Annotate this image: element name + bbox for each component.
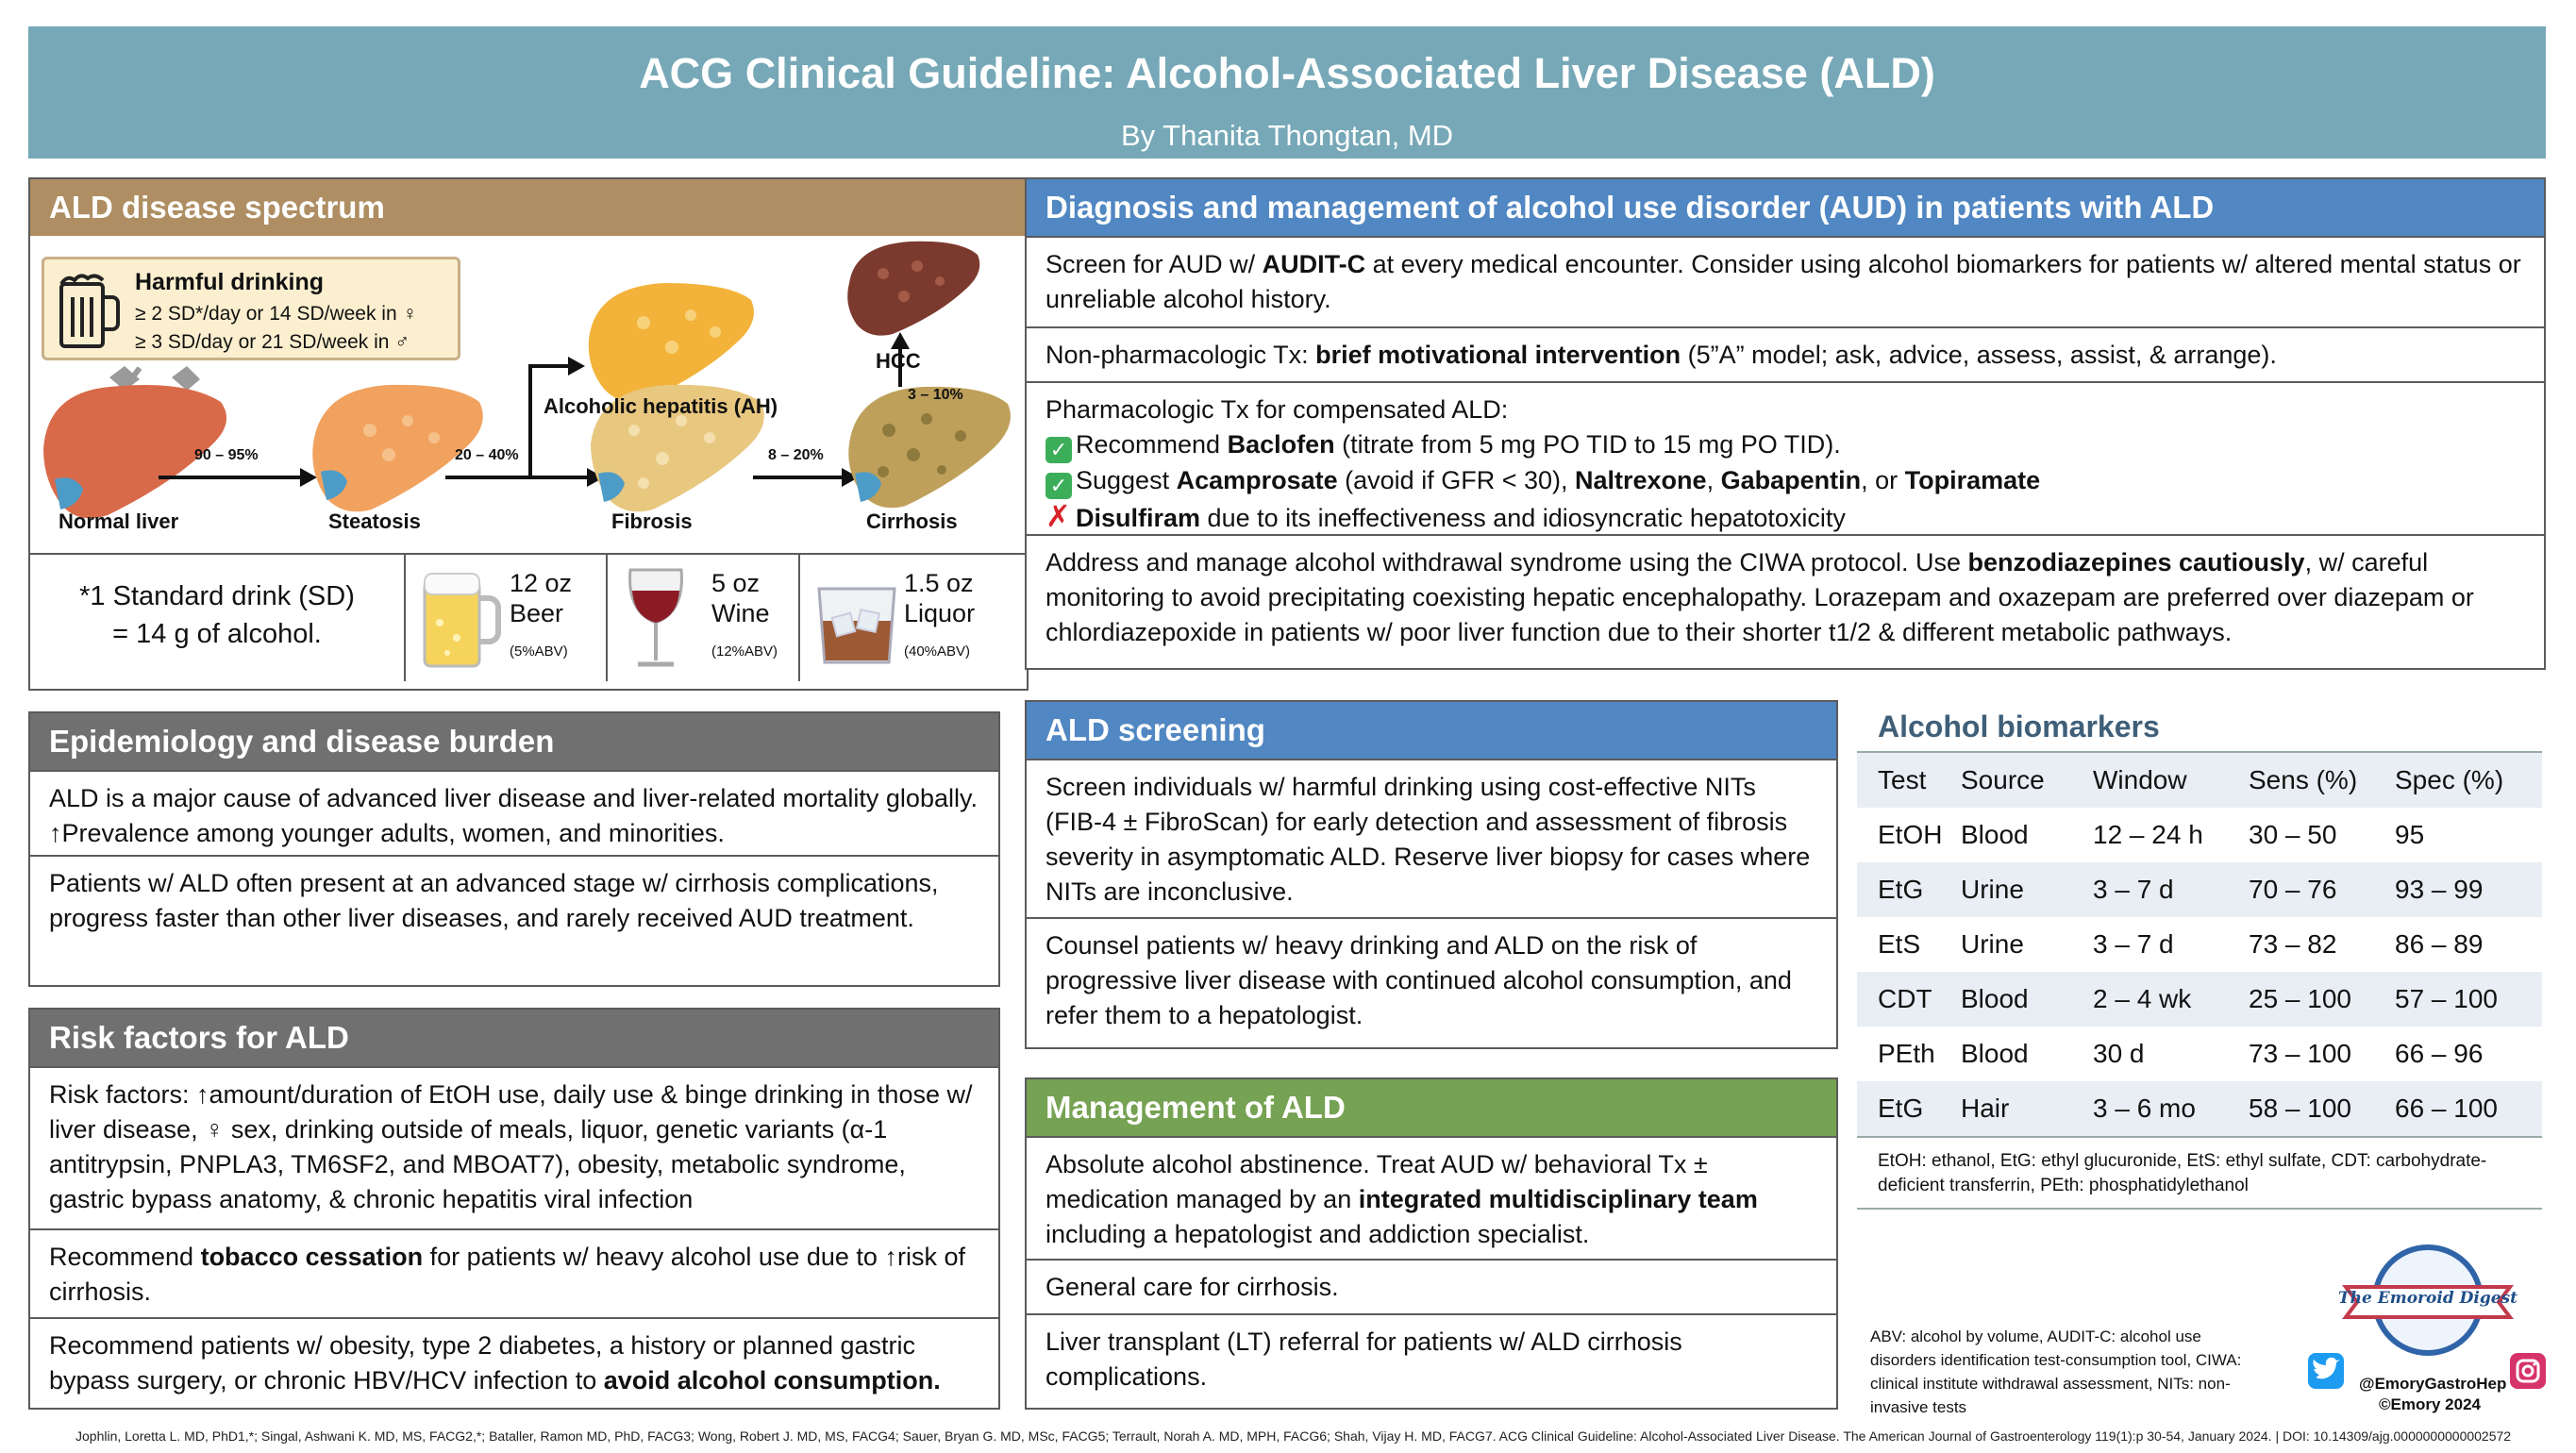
cell-spec: 86 – 89: [2395, 929, 2484, 959]
aud-p3-l2-text-2: (avoid if GFR < 30),: [1337, 466, 1575, 494]
col-source: Source: [1961, 765, 2045, 794]
check-icon: ✓: [1045, 473, 1072, 499]
liquor-abv: (40%ABV): [904, 643, 971, 660]
management-p3: Liver transplant (LT) referral for patients w/ ALD cirrhosis complications.: [1027, 1313, 1836, 1404]
label-alcoholic-hepatitis: Alcoholic hepatitis (AH): [544, 394, 778, 418]
social-handle-block: [2359, 1374, 2507, 1415]
copyright: ©Emory 2024: [2379, 1395, 2481, 1413]
pct-fibrosis-to-cirrhosis: 8 – 20%: [768, 447, 824, 463]
risk-p2: [30, 1228, 998, 1317]
aud-p3-l1-bold: Baclofen: [1227, 430, 1335, 459]
standard-drink-definition: [30, 555, 404, 681]
harmful-female: ≥ 2 SD*/day or 14 SD/week in ♀: [135, 303, 418, 325]
wine-glass-icon: [621, 566, 696, 672]
aud-p3-line1: [1045, 427, 2525, 463]
aud-p2-text-2: (5”A” model; ask, advice, assess, assist, & arrange).: [1681, 341, 2277, 369]
aud-p3-l3-text: due to its ineffectiveness and idiosyncratic hepatotoxicity: [1200, 504, 1846, 532]
beer-glass-icon: [419, 566, 504, 672]
twitter-handle[interactable]: @EmoryGastroHep: [2359, 1375, 2507, 1393]
abbreviations-note: ABV: alcohol by volume, AUDIT-C: alcohol use disorders identification test-consumption tool, CIWA: clinical institute withdrawal assessment, NITs: non-invasive tests: [1870, 1328, 2242, 1416]
instagram-camera-icon: [2510, 1353, 2546, 1389]
cell-spec: 66 – 100: [2395, 1094, 2498, 1123]
label-steatosis: Steatosis: [328, 509, 421, 533]
check-icon: ✓: [1045, 437, 1072, 463]
cell-source: Urine: [1961, 929, 2024, 959]
sd-line-2: = 14 g of alcohol.: [112, 619, 322, 649]
aud-p3-l2-bold-3: Gabapentin: [1720, 466, 1862, 494]
biomarkers-section: [1857, 700, 2542, 1210]
aud-heading: Diagnosis and management of alcohol use disorder (AUD) in patients with ALD: [1027, 179, 2544, 236]
pct-cirrhosis-to-hcc: 3 – 10%: [908, 387, 963, 403]
management-section: [1025, 1077, 1838, 1410]
citation-footer: Jophlin, Loretta L. MD, PhD1,*; Singal, Ashwani K. MD, MS, FACG2,*; Bataller, Ramon MD, PhD, FACG3; Wong, Robert J. MD, MS, FACG4; Sauer, Bryan G. MD, MSc, FACG5; Terrault, Norah A. MD, MPH, FACG6; Shah, Vijay H. MD, FACG7. ACG Clinical Guideline: Alcohol-Associated Liver Disease. The American Journal of Gastroenterology 119(1):p 30-54, January 2024. | DOI: 10.14309/ajg.0000000000002572: [75, 1428, 2512, 1444]
liquor-amount: [904, 568, 975, 628]
biomarkers-divider: [1857, 1208, 2542, 1210]
risk-factors-section: [28, 1008, 1000, 1410]
cell-test: EtG: [1878, 875, 1924, 904]
aud-p2: [1027, 326, 2544, 381]
drink-beer: [404, 555, 606, 681]
aud-p3-l3-bold: Disulfiram: [1076, 504, 1201, 532]
standard-drink-row: [30, 553, 1027, 681]
cell-sens: 73 – 82: [2249, 929, 2337, 959]
col-spec: Spec (%): [2395, 765, 2504, 794]
wine-amount: [711, 568, 770, 628]
cell-source: Hair: [1961, 1094, 2010, 1123]
table-row: [1857, 917, 2542, 972]
cell-window: 3 – 7 d: [2093, 875, 2174, 904]
aud-p2-text: Non-pharmacologic Tx:: [1045, 341, 1316, 369]
cell-sens: 30 – 50: [2249, 820, 2337, 849]
cell-sens: 70 – 76: [2249, 875, 2337, 904]
risk-p3-bold: avoid alcohol consumption.: [603, 1366, 941, 1395]
aud-p4-text: Address and manage alcohol withdrawal syndrome using the CIWA protocol. Use: [1045, 548, 1968, 576]
cell-spec: 93 – 99: [2395, 875, 2484, 904]
aud-p3-l1-text: Recommend: [1076, 430, 1228, 459]
management-p1-text: Absolute alcohol abstinence. Treat AUD w/ behavioral Tx ± medication managed by an: [1045, 1150, 1708, 1213]
aud-p4: [1027, 534, 2544, 660]
aud-p3-l2-text-3: ,: [1706, 466, 1721, 494]
risk-heading: Risk factors for ALD: [30, 1010, 998, 1066]
biomarkers-header-row: [1857, 753, 2542, 808]
biomarkers-heading: Alcohol biomarkers: [1857, 700, 2542, 753]
cell-window: 3 – 6 mo: [2093, 1094, 2196, 1123]
label-normal-liver: Normal liver: [59, 509, 179, 533]
page-title: ACG Clinical Guideline: Alcohol-Associated Liver Disease (ALD): [639, 49, 1935, 97]
screening-heading: ALD screening: [1027, 702, 1836, 759]
beer-amount: [510, 568, 572, 628]
epidemiology-p1: ALD is a major cause of advanced liver disease and liver-related mortality globally. ↑Prevalence among younger adults, women, and minorities.: [30, 770, 998, 855]
col-sens: Sens (%): [2249, 765, 2358, 794]
liquor-oz: 1.5 oz: [904, 569, 974, 597]
cell-source: Blood: [1961, 820, 2029, 849]
screening-section: [1025, 700, 1838, 1049]
aud-p4-text-2: , w/ careful monitoring to avoid precipitating coexisting hepatic encephalopathy. Lorazepam and oxazepam are preferred over diazepam or chlordiazepoxide in patients w/ poor liver function due to their shorter t1/2 & different metabolic pathways.: [1045, 548, 2474, 646]
cell-spec: 57 – 100: [2395, 984, 2498, 1013]
aud-p2-bold: brief motivational intervention: [1315, 341, 1681, 369]
epidemiology-section: [28, 711, 1000, 987]
table-row: [1857, 862, 2542, 917]
drink-liquor: [798, 555, 1027, 681]
aud-p3-l2-text: Suggest: [1076, 466, 1177, 494]
label-fibrosis: Fibrosis: [611, 509, 693, 533]
label-cirrhosis: Cirrhosis: [866, 509, 958, 533]
pct-normal-to-steatosis: 90 – 95%: [194, 447, 259, 463]
drink-wine: [606, 555, 798, 681]
cell-spec: 66 – 96: [2395, 1039, 2484, 1068]
liver-progression-graphic: [30, 236, 1027, 553]
harmful-title: Harmful drinking: [135, 269, 325, 295]
risk-p2-text-2: for patients w/ heavy alcohol use due to ↑risk of cirrhosis.: [49, 1243, 965, 1306]
aud-p3-l1-text-2: (titrate from 5 mg PO TID to 15 mg PO TID).: [1334, 430, 1841, 459]
logo-text: The Emoroid Digest: [2338, 1289, 2517, 1308]
col-window: Window: [2093, 765, 2187, 794]
cell-test: EtS: [1878, 929, 1921, 959]
table-row: [1857, 1027, 2542, 1081]
liquor-label: Liquor: [904, 599, 976, 627]
aud-p3-line2: [1045, 463, 2525, 499]
screening-p2: Counsel patients w/ heavy drinking and ALD on the risk of progressive liver disease with continued alcohol consumption, and refer them to a hepatologist.: [1027, 917, 1836, 1043]
wine-abv: (12%ABV): [711, 643, 778, 660]
author-line: By Thanita Thongtan, MD: [1120, 119, 1454, 152]
cell-test: PEth: [1878, 1039, 1935, 1068]
spectrum-heading: ALD disease spectrum: [30, 179, 1027, 236]
aud-p3-line3: [1045, 499, 2525, 536]
cell-window: 3 – 7 d: [2093, 929, 2174, 959]
cell-sens: 58 – 100: [2249, 1094, 2351, 1123]
aud-p3: [1027, 381, 2544, 534]
table-row: [1857, 972, 2542, 1027]
aud-p3-l2-text-4: , or: [1861, 466, 1905, 494]
management-p1-bold: integrated multidisciplinary team: [1358, 1185, 1758, 1213]
risk-p2-text: Recommend: [49, 1243, 201, 1271]
sd-line-1: *1 Standard drink (SD): [79, 581, 355, 611]
cell-test: EtG: [1878, 1094, 1924, 1123]
cell-source: Blood: [1961, 984, 2029, 1013]
risk-p2-bold: tobacco cessation: [200, 1243, 424, 1271]
aud-p3-l2-bold-4: Topiramate: [1904, 466, 2041, 494]
aud-p1-text-2: at every medical encounter. Consider using alcohol biomarkers for patients w/ altered mental status or unreliable alcohol history.: [1045, 250, 2521, 313]
cross-icon: ✗: [1045, 499, 1071, 533]
biomarkers-note: EtOH: ethanol, EtG: ethyl glucuronide, EtS: ethyl sulfate, CDT: carbohydrate-deficient transferrin, PEth: phosphatidylethanol: [1857, 1136, 2542, 1198]
label-hcc: HCC: [876, 349, 921, 373]
twitter-bird-icon: [2308, 1353, 2344, 1389]
management-p1-text-2: including a hepatologist and addiction specialist.: [1045, 1220, 1590, 1248]
cell-window: 2 – 4 wk: [2093, 984, 2192, 1013]
cell-window: 30 d: [2093, 1039, 2145, 1068]
twitter-icon[interactable]: [2308, 1353, 2344, 1389]
aud-section: [1025, 177, 2546, 670]
wine-oz: 5 oz: [711, 569, 761, 597]
pct-steatosis-to-fibrosis: 20 – 40%: [455, 447, 519, 463]
cell-source: Blood: [1961, 1039, 2029, 1068]
epidemiology-heading: Epidemiology and disease burden: [30, 713, 998, 770]
management-p1: [1027, 1136, 1836, 1259]
aud-p3-title: Pharmacologic Tx for compensated ALD:: [1045, 395, 1509, 424]
aud-p1-bold: AUDIT-C: [1262, 250, 1366, 278]
cell-window: 12 – 24 h: [2093, 820, 2203, 849]
cell-sens: 25 – 100: [2249, 984, 2351, 1013]
cell-source: Urine: [1961, 875, 2024, 904]
wine-label: Wine: [711, 599, 770, 627]
management-heading: Management of ALD: [1027, 1079, 1836, 1136]
aud-p3-l2-bold-1: Acamprosate: [1176, 466, 1338, 494]
spectrum-section: [28, 177, 1029, 691]
aud-p1: [1027, 236, 2544, 326]
table-row: [1857, 808, 2542, 862]
table-row: [1857, 1081, 2542, 1136]
emoroid-digest-logo: [2338, 1244, 2517, 1357]
liquor-glass-icon: [813, 583, 902, 668]
aud-p4-bold: benzodiazepines cautiously: [1967, 548, 2305, 576]
cell-test: EtOH: [1878, 820, 1943, 849]
risk-p3-text: Recommend patients w/ obesity, type 2 diabetes, a history or planned gastric bypass surgery, or chronic HBV/HCV infection to: [49, 1331, 915, 1395]
cell-spec: 95: [2395, 820, 2425, 849]
col-test: Test: [1878, 765, 1927, 794]
hcc-liver-icon: [847, 242, 979, 336]
aud-p1-text: Screen for AUD w/: [1045, 250, 1263, 278]
beer-abv: (5%ABV): [510, 643, 568, 660]
risk-p3: [30, 1317, 998, 1408]
spectrum-diagram: [30, 236, 1027, 553]
screening-p1: Screen individuals w/ harmful drinking using cost-effective NITs (FIB-4 ± FibroScan) for early detection and assessment of fibrosis severity in asymptomatic ALD. Reserve liver biopsy for cases where NITs are inconclusive.: [1027, 759, 1836, 917]
beer-label: Beer: [510, 599, 564, 627]
risk-p1: Risk factors: ↑amount/duration of EtOH use, daily use & binge drinking in those w/ liver disease, ♀ sex, drinking outside of meals, liquor, genetic variants (α-1 antitrypsin, PNPLA3, TM6SF2, and MBOAT7), obesity, metabolic syndrome, gastric bypass anatomy, & chronic hepatitis viral infection: [30, 1066, 998, 1228]
cell-test: CDT: [1878, 984, 1932, 1013]
aud-p3-l2-bold-2: Naltrexone: [1575, 466, 1707, 494]
cell-sens: 73 – 100: [2249, 1039, 2351, 1068]
beer-oz: 12 oz: [510, 569, 573, 597]
instagram-icon[interactable]: [2510, 1353, 2546, 1389]
harmful-male: ≥ 3 SD/day or 21 SD/week in ♂: [135, 331, 410, 353]
management-p2: General care for cirrhosis.: [1027, 1259, 1836, 1313]
header-banner: [28, 26, 2546, 159]
epidemiology-p2: Patients w/ ALD often present at an advanced stage w/ cirrhosis complications, progress faster than other liver diseases, and rarely received AUD treatment.: [30, 855, 998, 945]
